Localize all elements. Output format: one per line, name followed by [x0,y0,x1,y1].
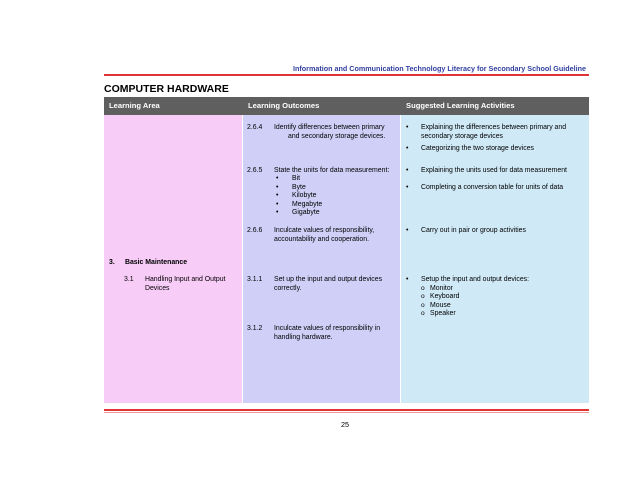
activity-item: Explaining the units used for data measurement [421,167,567,174]
bullet-icon: • [276,175,279,182]
subtopic-title-line2: Devices [145,285,170,292]
outcome-text: correctly. [274,285,302,292]
bullet-icon: • [276,184,279,191]
activity-item: Setup the input and output devices: [421,276,530,283]
header-learning-outcomes: Learning Outcomes [248,101,320,110]
activity-item: Explaining the differences between primary and [421,124,567,131]
outcome-text: Inculcate values of responsibility in [274,325,381,332]
sub-bullet-icon: o [421,285,425,292]
activity-item: secondary storage devices [421,133,503,140]
outcome-text: and secondary storage devices. [288,133,386,140]
bullet-icon: • [406,227,409,234]
learning-outcomes-column [243,115,400,403]
activity-item: Completing a conversion table for units of data [421,184,564,191]
activity-item: Carry out in pair or group activities [421,227,526,234]
section-title: COMPUTER HARDWARE [104,83,229,95]
bullet-icon: • [406,184,409,191]
footer-divider-thin [104,412,589,413]
outcome-text: State the units for data measurement: [274,167,390,174]
header-learning-area: Learning Area [109,101,160,110]
sub-bullet-icon: o [421,310,425,317]
outcome-number: 3.1.2 [247,325,263,332]
outcome-text: Set up the input and output devices [274,276,383,283]
outcome-number: 2.6.4 [247,124,263,131]
outcome-text: handling hardware. [274,334,333,341]
subtopic-number: 3.1 [124,276,134,283]
sub-bullet-icon: o [421,293,425,300]
bullet-icon: • [276,209,279,216]
bullet-icon: • [406,124,409,131]
bullet-icon: • [406,167,409,174]
header-suggested-activities: Suggested Learning Activities [406,101,515,110]
outcome-text: accountability and cooperation. [274,236,370,243]
suggested-activities-column [401,115,589,403]
footer-divider [104,409,589,411]
device-item: Mouse [430,302,451,309]
device-item: Speaker [430,310,456,317]
unit-item: Megabyte [292,201,323,208]
header-divider [104,74,589,76]
bullet-icon: • [276,192,279,199]
bullet-icon: • [406,276,409,283]
page-number: 25 [341,420,349,429]
topic-number: 3. [109,259,115,266]
bullet-icon: • [276,201,279,208]
outcome-text: Inculcate values of responsibility, [274,227,375,234]
subtopic-title-line1: Handling Input and Output [145,276,226,283]
activity-item: Categorizing the two storage devices [421,145,534,152]
guideline-title: Information and Communication Technology Literacy for Secondary School Guideline [293,64,586,73]
outcome-number: 3.1.1 [247,276,263,283]
bullet-icon: • [406,145,409,152]
unit-item: Byte [292,184,306,191]
device-item: Monitor [430,285,453,292]
outcome-text: Identify differences between primary [274,124,385,131]
outcome-number: 2.6.5 [247,167,263,174]
outcome-number: 2.6.6 [247,227,263,234]
topic-title: Basic Maintenance [125,259,188,266]
device-item: Keyboard [430,293,460,300]
unit-item: Gigabyte [292,209,320,216]
table-header-row [104,97,589,115]
unit-item: Bit [292,175,301,182]
sub-bullet-icon: o [421,302,425,309]
unit-item: Kilobyte [292,192,317,199]
